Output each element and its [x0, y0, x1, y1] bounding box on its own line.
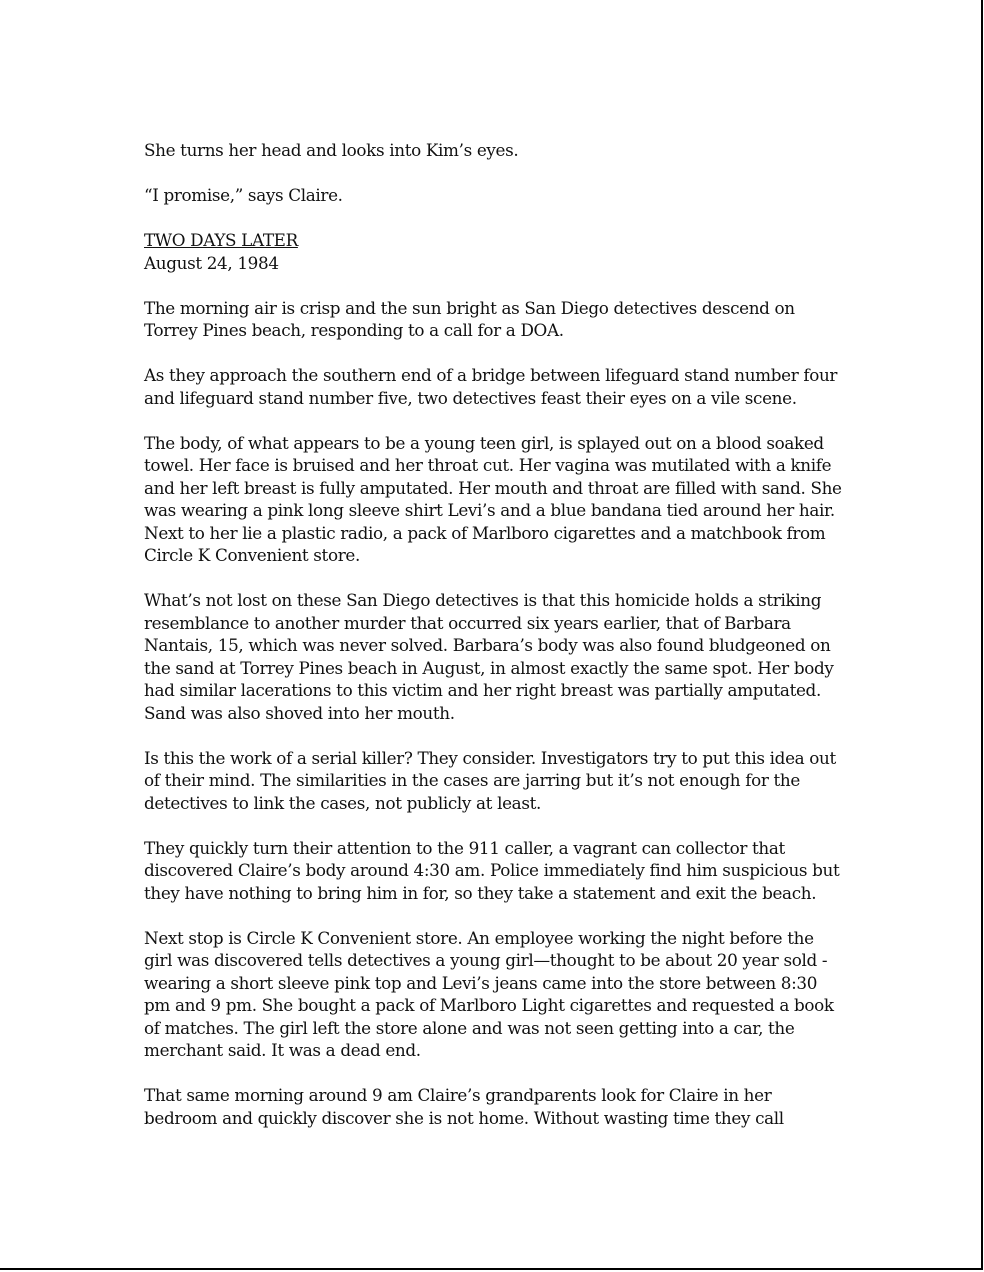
scene-header — [144, 229, 844, 274]
paragraph: That same morning around 9 am Claire’s grandparents look for Claire in her bedroom and quickly discover she is not home. Without wasting time they call — [144, 1085, 784, 1128]
scene-heading: TWO DAYS LATER — [144, 230, 298, 250]
paragraph: The body, of what appears to be a young teen girl, is splayed out on a blood soaked towel. Her face is bruised and her throat cut. Her vagina was mutilated with a knife and her left breast is fully amputated. Her mouth and throat are filled with sand. She was wearing a pink long sleeve shirt Levi’s and a blue bandana tied around her hair. Next to her lie a plastic radio, a pack of Marlboro cigarettes and a matchbook from Circle K Convenient store. — [144, 432, 842, 565]
page-body — [144, 139, 844, 1152]
paragraph: She turns her head and looks into Kim’s eyes. — [144, 140, 519, 160]
paragraph: What’s not lost on these San Diego detectives is that this homicide holds a striking resemblance to another murder that occurred six years earlier, that of Barbara Nantais, 15, which was never solved. Barbara’s body was also found bludgeoned on the sand at Torrey Pines beach in August, in almost exactly the same spot. Her body had similar lacerations to this victim and her right breast was partially amputated. Sand was also shoved into her mouth. — [144, 590, 834, 723]
paragraph: As they approach the southern end of a bridge between lifeguard stand number four and lifeguard stand number five, two detectives feast their eyes on a vile scene. — [144, 365, 838, 408]
scene-date: August 24, 1984 — [144, 252, 279, 273]
paragraph: The morning air is crisp and the sun bright as San Diego detectives descend on Torrey Pines beach, responding to a call for a DOA. — [144, 297, 795, 340]
paragraph: Next stop is Circle K Convenient store. An employee working the night before the girl was discovered tells detectives a young girl—thought to be about 20 year sold - wearing a short sleeve pink top and Levi’s jeans came into the store between 8:30 pm and 9 pm. She bought a pack of Marlboro Light cigarettes and requested a book of matches. The girl left the store alone and was not seen getting into a car, the merchant said. It was a dead end. — [144, 927, 834, 1060]
paragraph: Is this the work of a serial killer? They consider. Investigators try to put this idea out of their mind. The similarities in the cases are jarring but it’s not enough for the detectives to link the cases, not publicly at least. — [144, 747, 836, 813]
paragraph: “I promise,” says Claire. — [144, 185, 343, 205]
paragraph: They quickly turn their attention to the 911 caller, a vagrant can collector that discovered Claire’s body around 4:30 am. Police immediately find him suspicious but they have nothing to bring him in for, so they take a statement and exit the beach. — [144, 837, 840, 903]
